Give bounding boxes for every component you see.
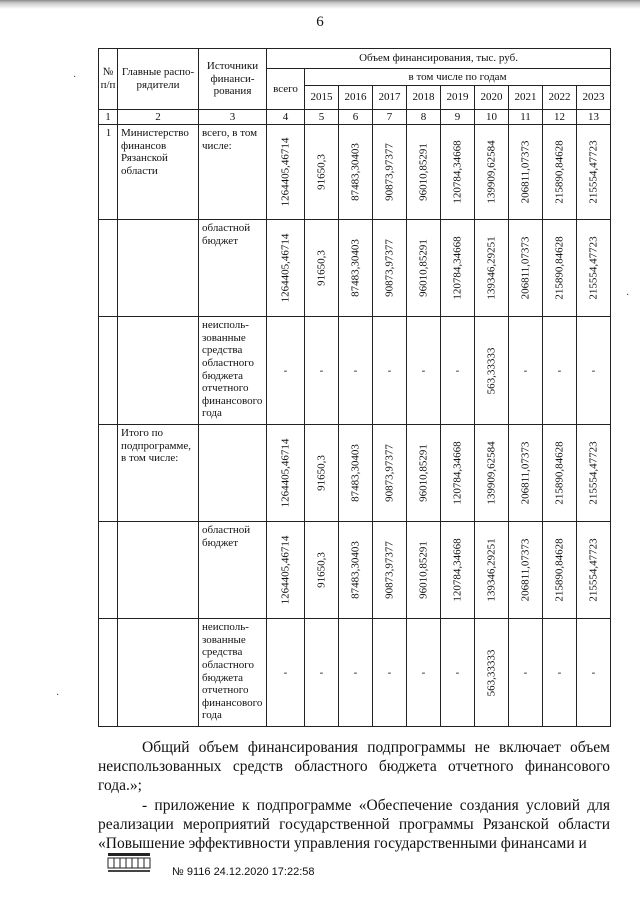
funding-value: 215890,84628	[553, 538, 566, 602]
header-row-1	[99, 49, 611, 69]
row-source: неисполь- зованные средства областного бюджета отчетного финансового года	[199, 317, 267, 425]
year-value-cell	[373, 425, 407, 522]
empty-value-dash: -	[455, 666, 460, 679]
year-value-cell	[407, 125, 441, 220]
table-row	[99, 619, 611, 727]
year-value-cell	[339, 522, 373, 619]
funding-value: 91650,3	[315, 455, 328, 491]
year-value-cell	[475, 425, 509, 522]
year-value-cell	[441, 522, 475, 619]
page-number: 6	[316, 14, 324, 30]
paragraph-total-note: Общий объем финансирования подпрограммы не включает объем неиспользованных средств областного бюджета отчетного финансового года.»;	[98, 739, 610, 794]
header-year: 2021	[509, 86, 543, 110]
funding-value: 1264405,46714	[279, 535, 292, 605]
year-value-cell	[543, 425, 577, 522]
year-value-cell	[441, 125, 475, 220]
column-number: 1	[99, 110, 118, 125]
year-value-cell	[543, 125, 577, 220]
funding-value: 90873,97377	[383, 143, 396, 201]
scan-speck: ·	[626, 290, 630, 301]
year-value-cell	[543, 522, 577, 619]
year-value-cell	[509, 425, 543, 522]
funding-value: 120784,34668	[451, 236, 464, 300]
funding-value: 96010,85291	[417, 143, 430, 201]
table-row	[99, 125, 611, 220]
funding-value: 139909,62584	[485, 441, 498, 505]
empty-value-dash: -	[353, 364, 358, 377]
funding-value: 139346,29251	[485, 236, 498, 300]
empty-value-dash: -	[421, 666, 426, 679]
column-number: 13	[577, 110, 611, 125]
year-value-cell	[475, 522, 509, 619]
year-value-cell	[441, 220, 475, 317]
funding-value: 91650,3	[315, 552, 328, 588]
row-source: областной бюджет	[199, 522, 267, 619]
funding-value: 139909,62584	[485, 140, 498, 204]
funding-value: 120784,34668	[451, 441, 464, 505]
row-manager: Итого по подпрограмме, в том числе:	[118, 425, 199, 522]
table-row	[99, 522, 611, 619]
header-sources: Источники финанси- рования	[199, 49, 267, 110]
year-value-cell	[543, 619, 577, 727]
funding-value: 120784,34668	[451, 140, 464, 204]
column-numbers-row	[99, 110, 611, 125]
funding-value: 91650,3	[315, 154, 328, 190]
column-number: 11	[509, 110, 543, 125]
empty-value-dash: -	[319, 364, 324, 377]
funding-value: 90873,97377	[383, 444, 396, 502]
funding-value: 206811,07373	[519, 140, 532, 204]
column-number: 4	[267, 110, 305, 125]
column-number: 10	[475, 110, 509, 125]
year-value-cell	[407, 220, 441, 317]
empty-value-dash: -	[523, 666, 528, 679]
year-value-cell	[441, 425, 475, 522]
funding-value: 90873,97377	[383, 239, 396, 297]
scan-edge	[0, 0, 640, 10]
funding-value: 215554,47723	[587, 140, 600, 204]
column-number: 2	[118, 110, 199, 125]
column-number: 5	[305, 110, 339, 125]
year-value-cell	[407, 619, 441, 727]
year-value-cell	[373, 125, 407, 220]
table-row	[99, 317, 611, 425]
row-number	[99, 619, 118, 727]
funding-value: 215890,84628	[553, 441, 566, 505]
year-value-cell	[475, 619, 509, 727]
table-row	[99, 220, 611, 317]
year-value-cell	[373, 317, 407, 425]
column-number: 12	[543, 110, 577, 125]
empty-value-dash: -	[353, 666, 358, 679]
financing-table	[98, 48, 611, 727]
row-manager	[118, 317, 199, 425]
empty-value-dash: -	[557, 666, 562, 679]
funding-value: 1264405,46714	[279, 438, 292, 508]
paragraph-appendix: - приложение к подпрограмме «Обеспечение создания условий для реализации мероприятий государственной программы Рязанской области «Повышение эффективности управления государственными финансами и	[98, 797, 610, 852]
year-value-cell	[407, 317, 441, 425]
year-value-cell	[373, 522, 407, 619]
funding-value: 139346,29251	[485, 538, 498, 602]
funding-value: 206811,07373	[519, 236, 532, 300]
year-value-cell	[339, 220, 373, 317]
header-year: 2018	[407, 86, 441, 110]
header-year: 2017	[373, 86, 407, 110]
column-number: 3	[199, 110, 267, 125]
row-source	[199, 425, 267, 522]
year-value-cell	[407, 425, 441, 522]
funding-value: 90873,97377	[383, 541, 396, 599]
funding-value: 87483,30403	[349, 444, 362, 502]
year-value-cell	[509, 125, 543, 220]
total-value-cell	[267, 317, 305, 425]
year-value-cell	[373, 619, 407, 727]
header-by-years: в том числе по годам	[305, 69, 611, 86]
funding-value: 96010,85291	[417, 541, 430, 599]
funding-value: 215554,47723	[587, 538, 600, 602]
header-year: 2023	[577, 86, 611, 110]
empty-value-dash: -	[591, 364, 596, 377]
table-row	[99, 425, 611, 522]
year-value-cell	[305, 317, 339, 425]
total-value-cell	[267, 220, 305, 317]
total-value-cell	[267, 425, 305, 522]
year-value-cell	[577, 220, 611, 317]
funding-value: 87483,30403	[349, 143, 362, 201]
funding-value: 215554,47723	[587, 441, 600, 505]
row-manager	[118, 619, 199, 727]
year-value-cell	[509, 619, 543, 727]
header-year: 2019	[441, 86, 475, 110]
year-value-cell	[407, 522, 441, 619]
year-value-cell	[339, 125, 373, 220]
year-value-cell	[577, 619, 611, 727]
row-manager	[118, 522, 199, 619]
empty-value-dash: -	[557, 364, 562, 377]
empty-value-dash: -	[591, 666, 596, 679]
funding-value: 563,33333	[485, 347, 498, 394]
year-value-cell	[475, 125, 509, 220]
year-value-cell	[305, 522, 339, 619]
row-source: областной бюджет	[199, 220, 267, 317]
funding-value: 206811,07373	[519, 441, 532, 505]
column-number: 6	[339, 110, 373, 125]
header-funding: Объем финансирования, тыс. руб.	[267, 49, 611, 69]
year-value-cell	[305, 425, 339, 522]
row-number	[99, 220, 118, 317]
total-value-cell	[267, 125, 305, 220]
column-number: 8	[407, 110, 441, 125]
column-number: 9	[441, 110, 475, 125]
funding-value: 87483,30403	[349, 239, 362, 297]
year-value-cell	[509, 522, 543, 619]
header-year: 2020	[475, 86, 509, 110]
year-value-cell	[339, 317, 373, 425]
funding-value: 96010,85291	[417, 239, 430, 297]
funding-value: 96010,85291	[417, 444, 430, 502]
empty-value-dash: -	[283, 666, 288, 679]
funding-value: 1264405,46714	[279, 137, 292, 207]
header-total: всего	[267, 69, 305, 110]
row-source: всего, в том числе:	[199, 125, 267, 220]
year-value-cell	[543, 317, 577, 425]
funding-value: 120784,34668	[451, 538, 464, 602]
year-value-cell	[305, 220, 339, 317]
header-year: 2016	[339, 86, 373, 110]
row-number	[99, 317, 118, 425]
registration-stamp: № 9116 24.12.2020 17:22:58	[172, 866, 315, 878]
funding-value: 563,33333	[485, 649, 498, 696]
funding-value: 215890,84628	[553, 236, 566, 300]
funding-value: 215890,84628	[553, 140, 566, 204]
funding-value: 206811,07373	[519, 538, 532, 602]
year-value-cell	[577, 125, 611, 220]
year-value-cell	[543, 220, 577, 317]
empty-value-dash: -	[455, 364, 460, 377]
row-manager: Министерство финансов Рязанской области	[118, 125, 199, 220]
year-value-cell	[373, 220, 407, 317]
empty-value-dash: -	[523, 364, 528, 377]
total-value-cell	[267, 619, 305, 727]
document-registry-logo	[106, 852, 152, 874]
year-value-cell	[339, 619, 373, 727]
header-managers: Главные распо- рядители	[118, 49, 199, 110]
row-number	[99, 425, 118, 522]
empty-value-dash: -	[421, 364, 426, 377]
scan-speck: ·	[56, 690, 60, 701]
year-value-cell	[441, 619, 475, 727]
year-value-cell	[305, 125, 339, 220]
funding-value: 1264405,46714	[279, 233, 292, 303]
funding-value: 87483,30403	[349, 541, 362, 599]
funding-value: 91650,3	[315, 250, 328, 286]
empty-value-dash: -	[319, 666, 324, 679]
header-year: 2022	[543, 86, 577, 110]
year-value-cell	[441, 317, 475, 425]
row-number: 1	[99, 125, 118, 220]
year-value-cell	[475, 317, 509, 425]
row-source: неисполь- зованные средства областного бюджета отчетного финансового года	[199, 619, 267, 727]
empty-value-dash: -	[283, 364, 288, 377]
scan-speck: ·	[73, 72, 77, 83]
header-year: 2015	[305, 86, 339, 110]
header-num: № п/п	[99, 49, 118, 110]
year-value-cell	[339, 425, 373, 522]
year-value-cell	[305, 619, 339, 727]
year-value-cell	[577, 425, 611, 522]
year-value-cell	[577, 317, 611, 425]
year-value-cell	[577, 522, 611, 619]
row-number	[99, 522, 118, 619]
year-value-cell	[509, 317, 543, 425]
year-value-cell	[509, 220, 543, 317]
row-manager	[118, 220, 199, 317]
year-value-cell	[475, 220, 509, 317]
funding-value: 215554,47723	[587, 236, 600, 300]
empty-value-dash: -	[387, 364, 392, 377]
column-number: 7	[373, 110, 407, 125]
total-value-cell	[267, 522, 305, 619]
empty-value-dash: -	[387, 666, 392, 679]
